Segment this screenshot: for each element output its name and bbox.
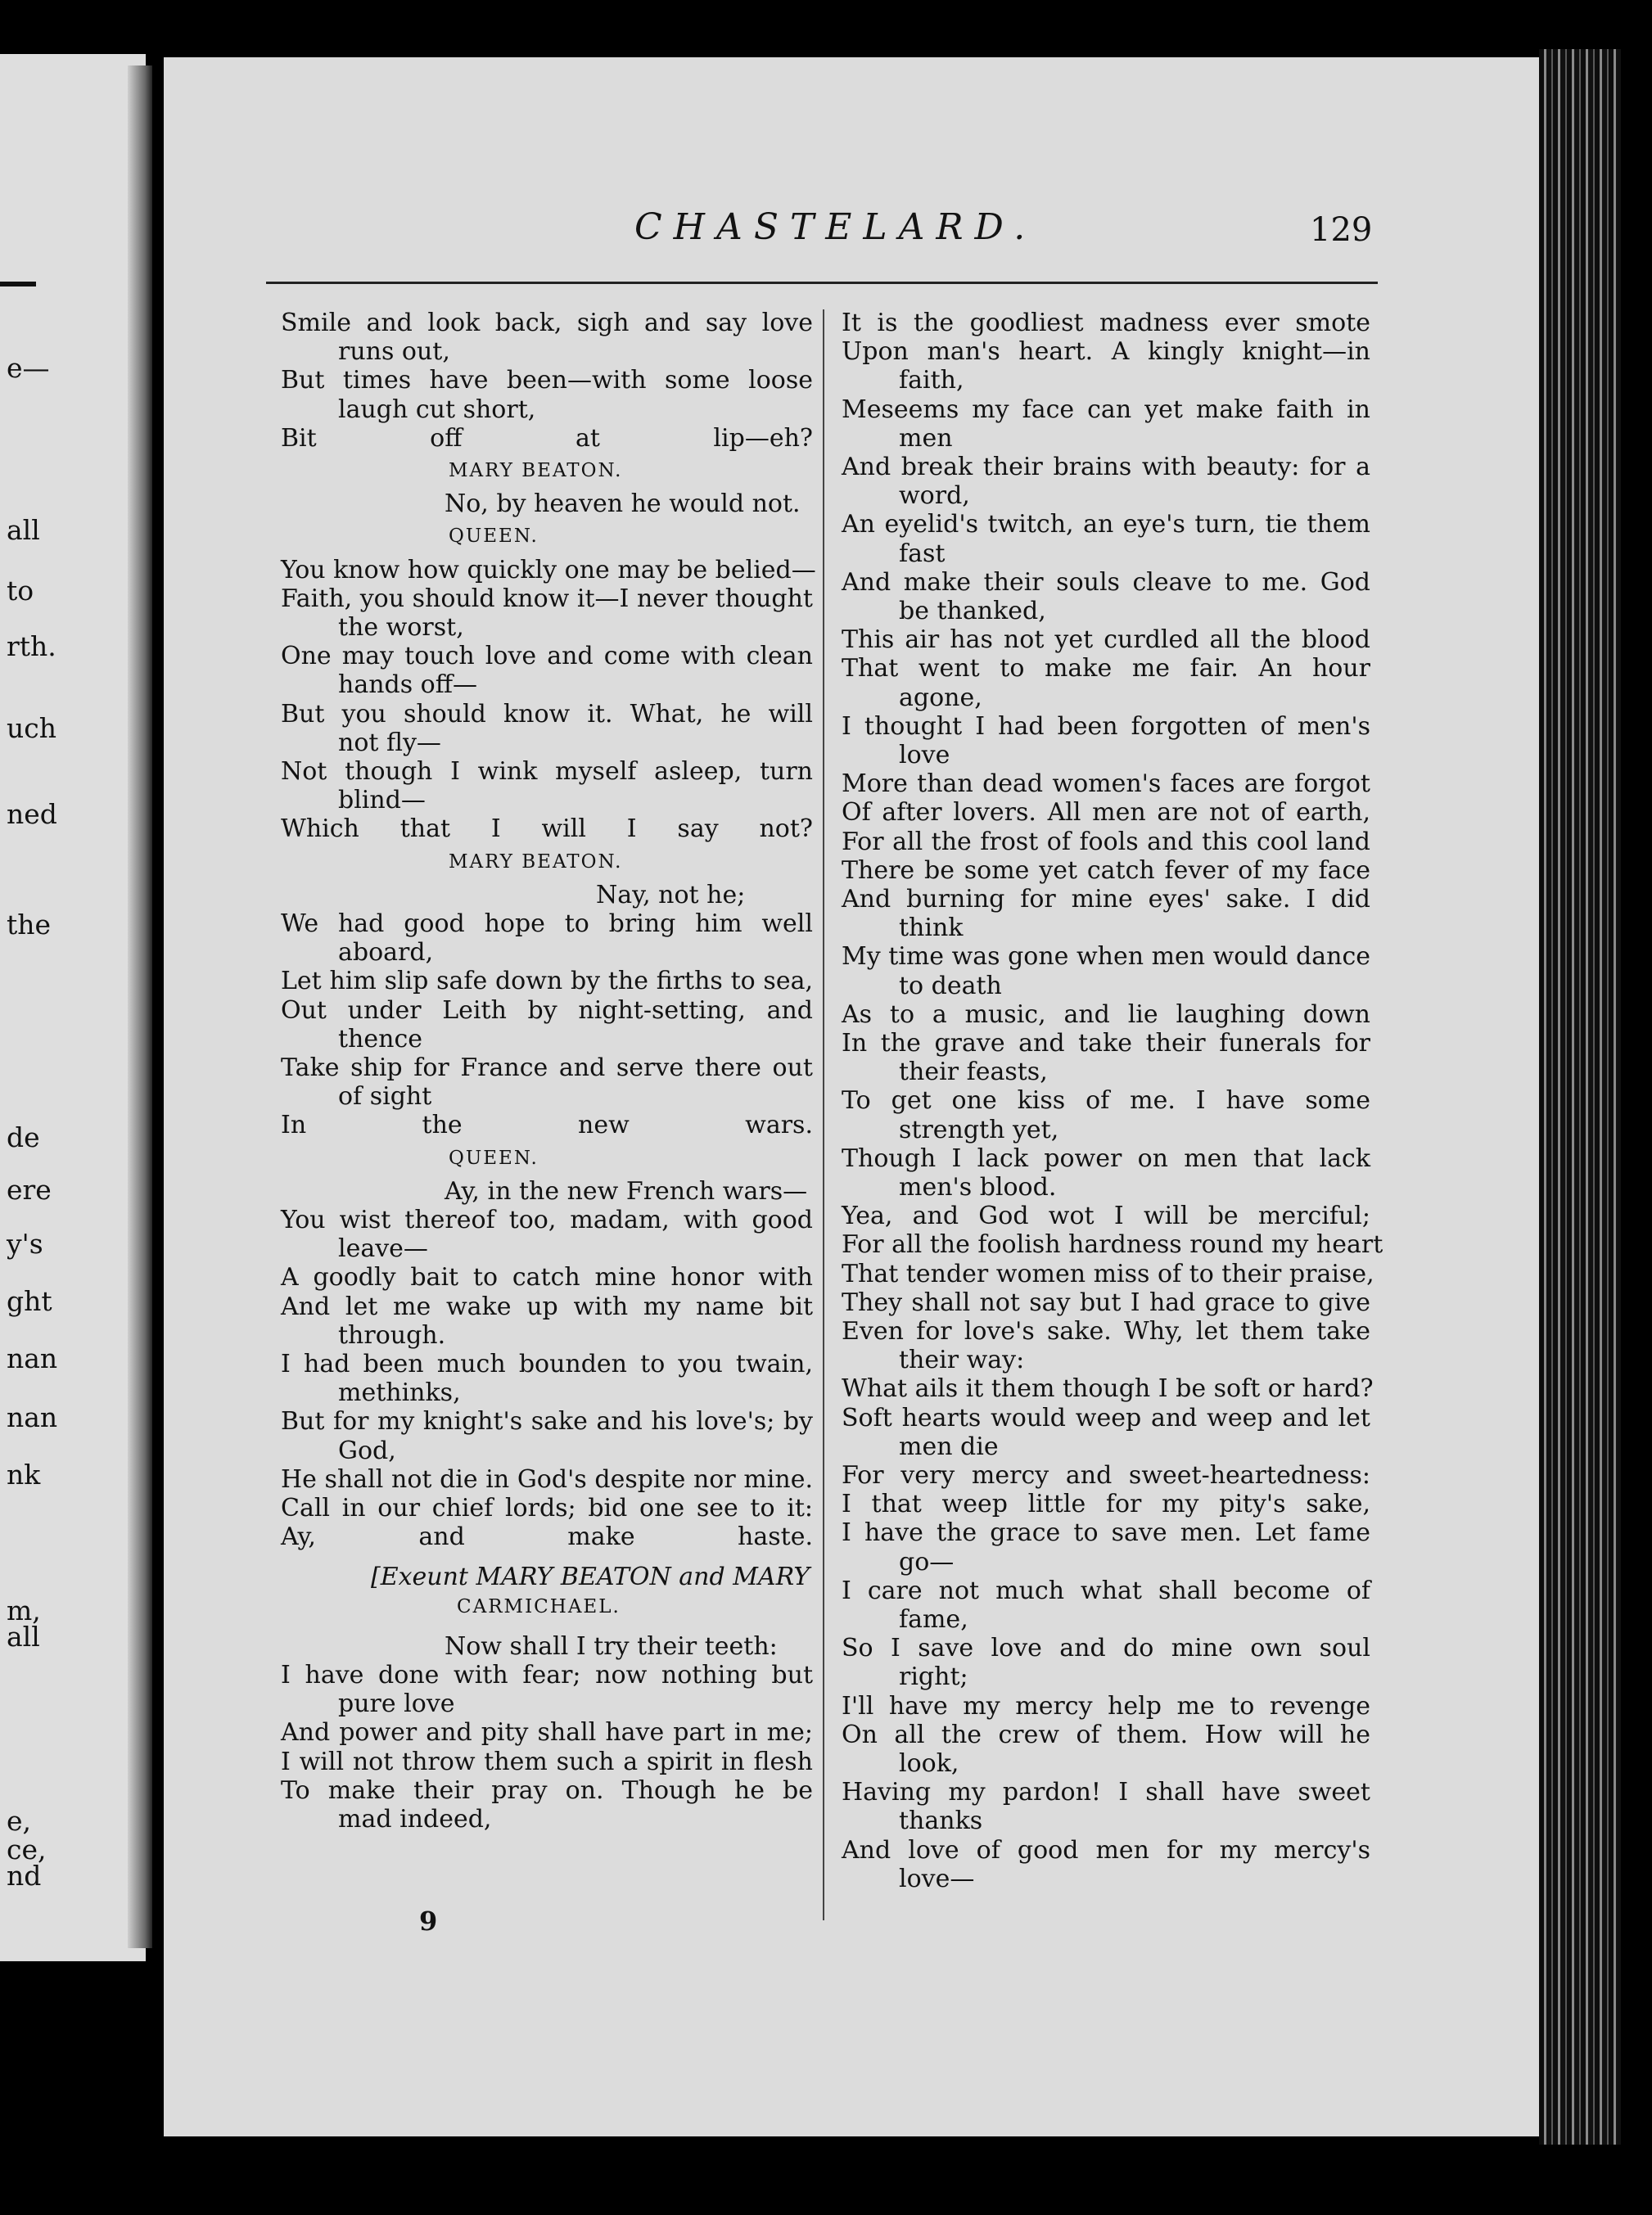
verse-line: And make their souls cleave to me. God [842, 567, 1370, 597]
verse-line: One may touch love and come with clean [281, 642, 813, 671]
verse-line: aboard, [338, 938, 434, 968]
verse-line: An eyelid's twitch, an eye's turn, tie them [842, 510, 1370, 539]
verse-line: This air has not yet curdled all the blood [842, 625, 1370, 655]
verse-line: In the new wars. [281, 1111, 813, 1140]
verse-line: hands off— [338, 670, 478, 700]
verse-line: As to a music, and lie laughing down [842, 999, 1370, 1029]
facing-page-edge [0, 54, 146, 1961]
verse-line: Of after lovers. All men are not of earth, [842, 798, 1370, 828]
verse-line: Bit off at lip—eh? [281, 423, 813, 453]
verse-line: thence [338, 1024, 423, 1053]
facing-page-fragment: nan [7, 1342, 58, 1374]
verse-line: Meseems my face can yet make faith in [842, 395, 1370, 424]
verse-line: There be some yet catch fever of my face [842, 855, 1370, 885]
verse-line: their way: [899, 1346, 1025, 1375]
verse-line: I have done with fear; now nothing but [281, 1661, 813, 1689]
facing-page-fragment: uch [7, 712, 56, 744]
facing-page-fragment: the [7, 909, 52, 941]
stage-direction: CARMICHAEL. [457, 1595, 621, 1617]
verse-line: He shall not die in God's despite nor mine. [281, 1464, 813, 1494]
verse-line: A goodly bait to catch mine honor with [281, 1263, 813, 1292]
verse-line: For very mercy and sweet-heartedness: [842, 1461, 1370, 1490]
verse-line: My time was gone when men would dance [842, 942, 1370, 972]
header-rule [266, 282, 1378, 284]
verse-line: Let him slip safe down by the firths to sea, [281, 967, 813, 996]
verse-line: mad indeed, [338, 1805, 492, 1834]
verse-line: I'll have my mercy help me to revenge [842, 1691, 1370, 1721]
speaker-name: MARY BEATON. [449, 460, 623, 481]
verse-line: men [899, 423, 953, 453]
verse-line: the worst, [338, 613, 464, 642]
verse-line: That went to make me fair. An hour [842, 654, 1370, 683]
verse-line: And let me wake up with my name bit [281, 1292, 813, 1321]
facing-page-rule [0, 282, 36, 286]
stage-direction: [Exeunt MARY BEATON and MARY [371, 1563, 810, 1592]
verse-line: Upon man's heart. A kingly knight—in [842, 337, 1370, 367]
facing-page-fragment: de [7, 1121, 40, 1153]
verse-line: Now shall I try their teeth: [445, 1631, 778, 1661]
verse-line: More than dead women's faces are forgot [842, 769, 1370, 799]
verse-line: Call in our chief lords; bid one see to it: [281, 1494, 813, 1523]
verse-line: Take ship for France and serve there out [281, 1053, 813, 1082]
verse-line: Nay, not he; [596, 880, 746, 909]
verse-line: Which that I will I say not? [281, 814, 813, 844]
speaker-name: MARY BEATON. [449, 850, 623, 873]
verse-line: Soft hearts would weep and weep and let [842, 1403, 1370, 1432]
verse-line: think [899, 914, 964, 943]
verse-line: To make their pray on. Though he be [281, 1775, 813, 1805]
facing-page-fragment: ce, [7, 1834, 47, 1865]
verse-line: For all the frost of fools and this cool land [842, 827, 1370, 856]
verse-line: And power and pity shall have part in me; [281, 1718, 813, 1748]
speaker-name: QUEEN. [449, 1147, 539, 1169]
facing-page-fragment: ere [7, 1174, 52, 1206]
verse-line: Ay, in the new French wars— [445, 1176, 808, 1206]
column-rule [823, 309, 824, 1920]
verse-line: Yea, and God wot I will be merciful; [842, 1202, 1370, 1231]
facing-page-fragment: rth. [7, 630, 56, 662]
verse-line: And break their brains with beauty: for a [842, 453, 1370, 481]
facing-page-fragment: nd [7, 1860, 42, 1892]
verse-line: Not though I wink myself asleep, turn [281, 757, 813, 786]
verse-line: I have the grace to save men. Let fame [842, 1518, 1370, 1548]
verse-line: On all the crew of them. How will he [842, 1720, 1370, 1749]
verse-line: look, [899, 1749, 959, 1778]
verse-line: thanks [899, 1807, 983, 1836]
facing-page-fragment: ght [7, 1285, 52, 1317]
verse-line: It is the goodliest madness ever smote [842, 309, 1370, 337]
gutter-shadow [128, 65, 152, 1948]
verse-line: agone, [899, 683, 982, 712]
facing-page-fragment: e, [7, 1805, 32, 1837]
facing-page-fragment: all [7, 1621, 40, 1653]
verse-line: No, by heaven he would not. [445, 489, 801, 519]
page-number: 129 [1310, 211, 1373, 249]
verse-line: pure love [338, 1689, 455, 1719]
facing-page-fragment: nk [7, 1459, 41, 1491]
verse-line: go— [899, 1547, 955, 1577]
verse-line: You know how quickly one may be belied— [281, 555, 816, 584]
verse-line: For all the foolish hardness round my heart [842, 1230, 1383, 1260]
verse-line: strength yet, [899, 1115, 1059, 1144]
verse-line: They shall not say but I had grace to give [842, 1288, 1370, 1317]
verse-line: right; [899, 1662, 968, 1692]
facing-page-fragment: to [7, 575, 34, 607]
verse-line: love [899, 741, 950, 769]
verse-line: I had been much bounden to you twain, [281, 1350, 813, 1378]
verse-line: Even for love's sake. Why, let them take [842, 1317, 1370, 1346]
verse-line: God, [338, 1436, 396, 1465]
verse-line: men die [899, 1432, 999, 1461]
running-head: CHASTELARD. [634, 206, 1037, 248]
verse-line: What ails it them though I be soft or hard? [842, 1374, 1374, 1404]
verse-line: to death [899, 971, 1002, 1000]
signature-mark: 9 [419, 1906, 438, 1937]
verse-line: Though I lack power on men that lack [842, 1144, 1370, 1173]
verse-line: fast [899, 539, 946, 568]
verse-line: laugh cut short, [338, 395, 536, 424]
facing-page-fragment: e— [7, 352, 50, 384]
verse-line: runs out, [338, 337, 450, 367]
verse-line: methinks, [338, 1378, 461, 1408]
verse-line: I thought I had been forgotten of men's [842, 711, 1370, 741]
facing-page-fragment: ned [7, 798, 57, 830]
verse-line: And burning for mine eyes' sake. I did [842, 885, 1370, 914]
verse-line: fame, [899, 1605, 968, 1634]
verse-line: So I save love and do mine own soul [842, 1634, 1370, 1663]
page-stack-edge [1539, 49, 1621, 2145]
verse-line: To get one kiss of me. I have some [842, 1086, 1370, 1116]
verse-line: Out under Leith by night-setting, and [281, 995, 813, 1025]
verse-line: of sight [338, 1082, 432, 1112]
verse-line: through. [338, 1320, 446, 1350]
verse-line: But times have been—with some loose [281, 366, 813, 395]
verse-line: I that weep little for my pity's sake, [842, 1490, 1370, 1519]
verse-line: Smile and look back, sigh and say love [281, 309, 813, 337]
verse-line: Faith, you should know it—I never thought [281, 584, 813, 613]
speaker-name: QUEEN. [449, 526, 539, 548]
verse-line: faith, [899, 366, 964, 395]
verse-line: In the grave and take their funerals for [842, 1029, 1370, 1058]
verse-line: We had good hope to bring him well [281, 909, 813, 938]
verse-line: I care not much what shall become of [842, 1576, 1370, 1605]
verse-line: blind— [338, 786, 426, 815]
facing-page-fragment: all [7, 514, 40, 546]
verse-line: leave— [338, 1234, 428, 1264]
verse-line: That tender women miss of to their praise, [842, 1259, 1374, 1288]
facing-page-fragment: y's [7, 1228, 43, 1260]
verse-line: their feasts, [899, 1058, 1048, 1087]
verse-line: Ay, and make haste. [281, 1523, 813, 1552]
verse-line: I will not throw them such a spirit in flesh [281, 1747, 813, 1776]
verse-line: word, [899, 481, 970, 511]
verse-line: love— [899, 1864, 975, 1893]
facing-page-fragment: nan [7, 1401, 58, 1433]
verse-line: You wist thereof too, madam, with good [281, 1206, 813, 1234]
verse-line: not fly— [338, 728, 441, 757]
facing-page-fragment: m, [7, 1595, 41, 1626]
verse-line: be thanked, [899, 597, 1046, 625]
verse-line: But for my knight's sake and his love's; by [281, 1407, 813, 1437]
verse-line: Having my pardon! I shall have sweet [842, 1778, 1370, 1807]
verse-line: men's blood. [899, 1173, 1057, 1202]
verse-line: But you should know it. What, he will [281, 699, 813, 729]
verse-line: And love of good men for my mercy's [842, 1835, 1370, 1865]
